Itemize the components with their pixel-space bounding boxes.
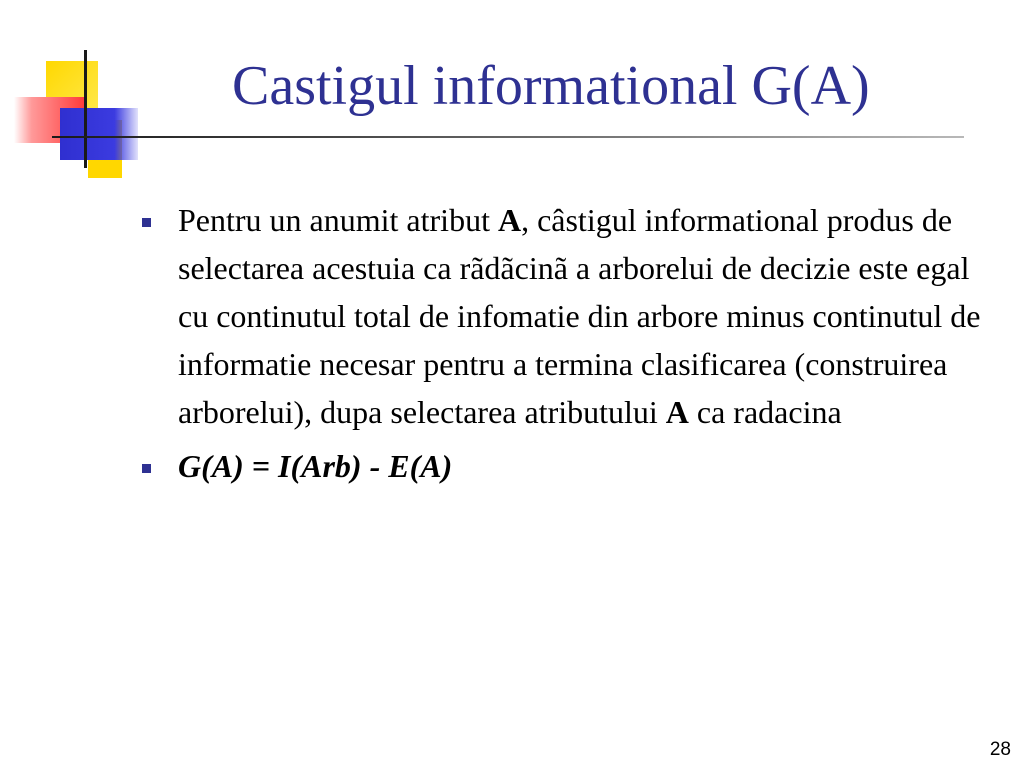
blue-square (60, 108, 138, 160)
page-number: 28 (989, 739, 1011, 760)
bullet-text (178, 202, 980, 430)
formula: G(A) = I(Arb) - E(A) (178, 448, 453, 484)
slide-title: Castigul informational G(A) (232, 55, 870, 117)
bullet-item (136, 196, 1006, 436)
title-underline (52, 136, 964, 138)
bullet-item (136, 442, 1006, 490)
bullet-text-start: Pentru un anumit atribut (178, 202, 498, 238)
square-bullet-icon (142, 218, 151, 227)
logo-vertical-line (84, 50, 87, 168)
bullet-text-end: ca radacina (688, 394, 842, 430)
attribute-a-second: A (665, 394, 689, 430)
bullet-text-middle: , câstigul informational produs de selectarea acestuia ca rãdãcinã a arborelui de decizie este egal cu continutul total de infomatie din arbore minus continutul de informatie necesar pentru a termina clasificarea (construirea arborelui), dupa selectarea atributului (178, 202, 981, 430)
square-bullet-icon (142, 464, 151, 473)
bullet-list (136, 196, 1006, 490)
attribute-a: A (497, 202, 522, 238)
